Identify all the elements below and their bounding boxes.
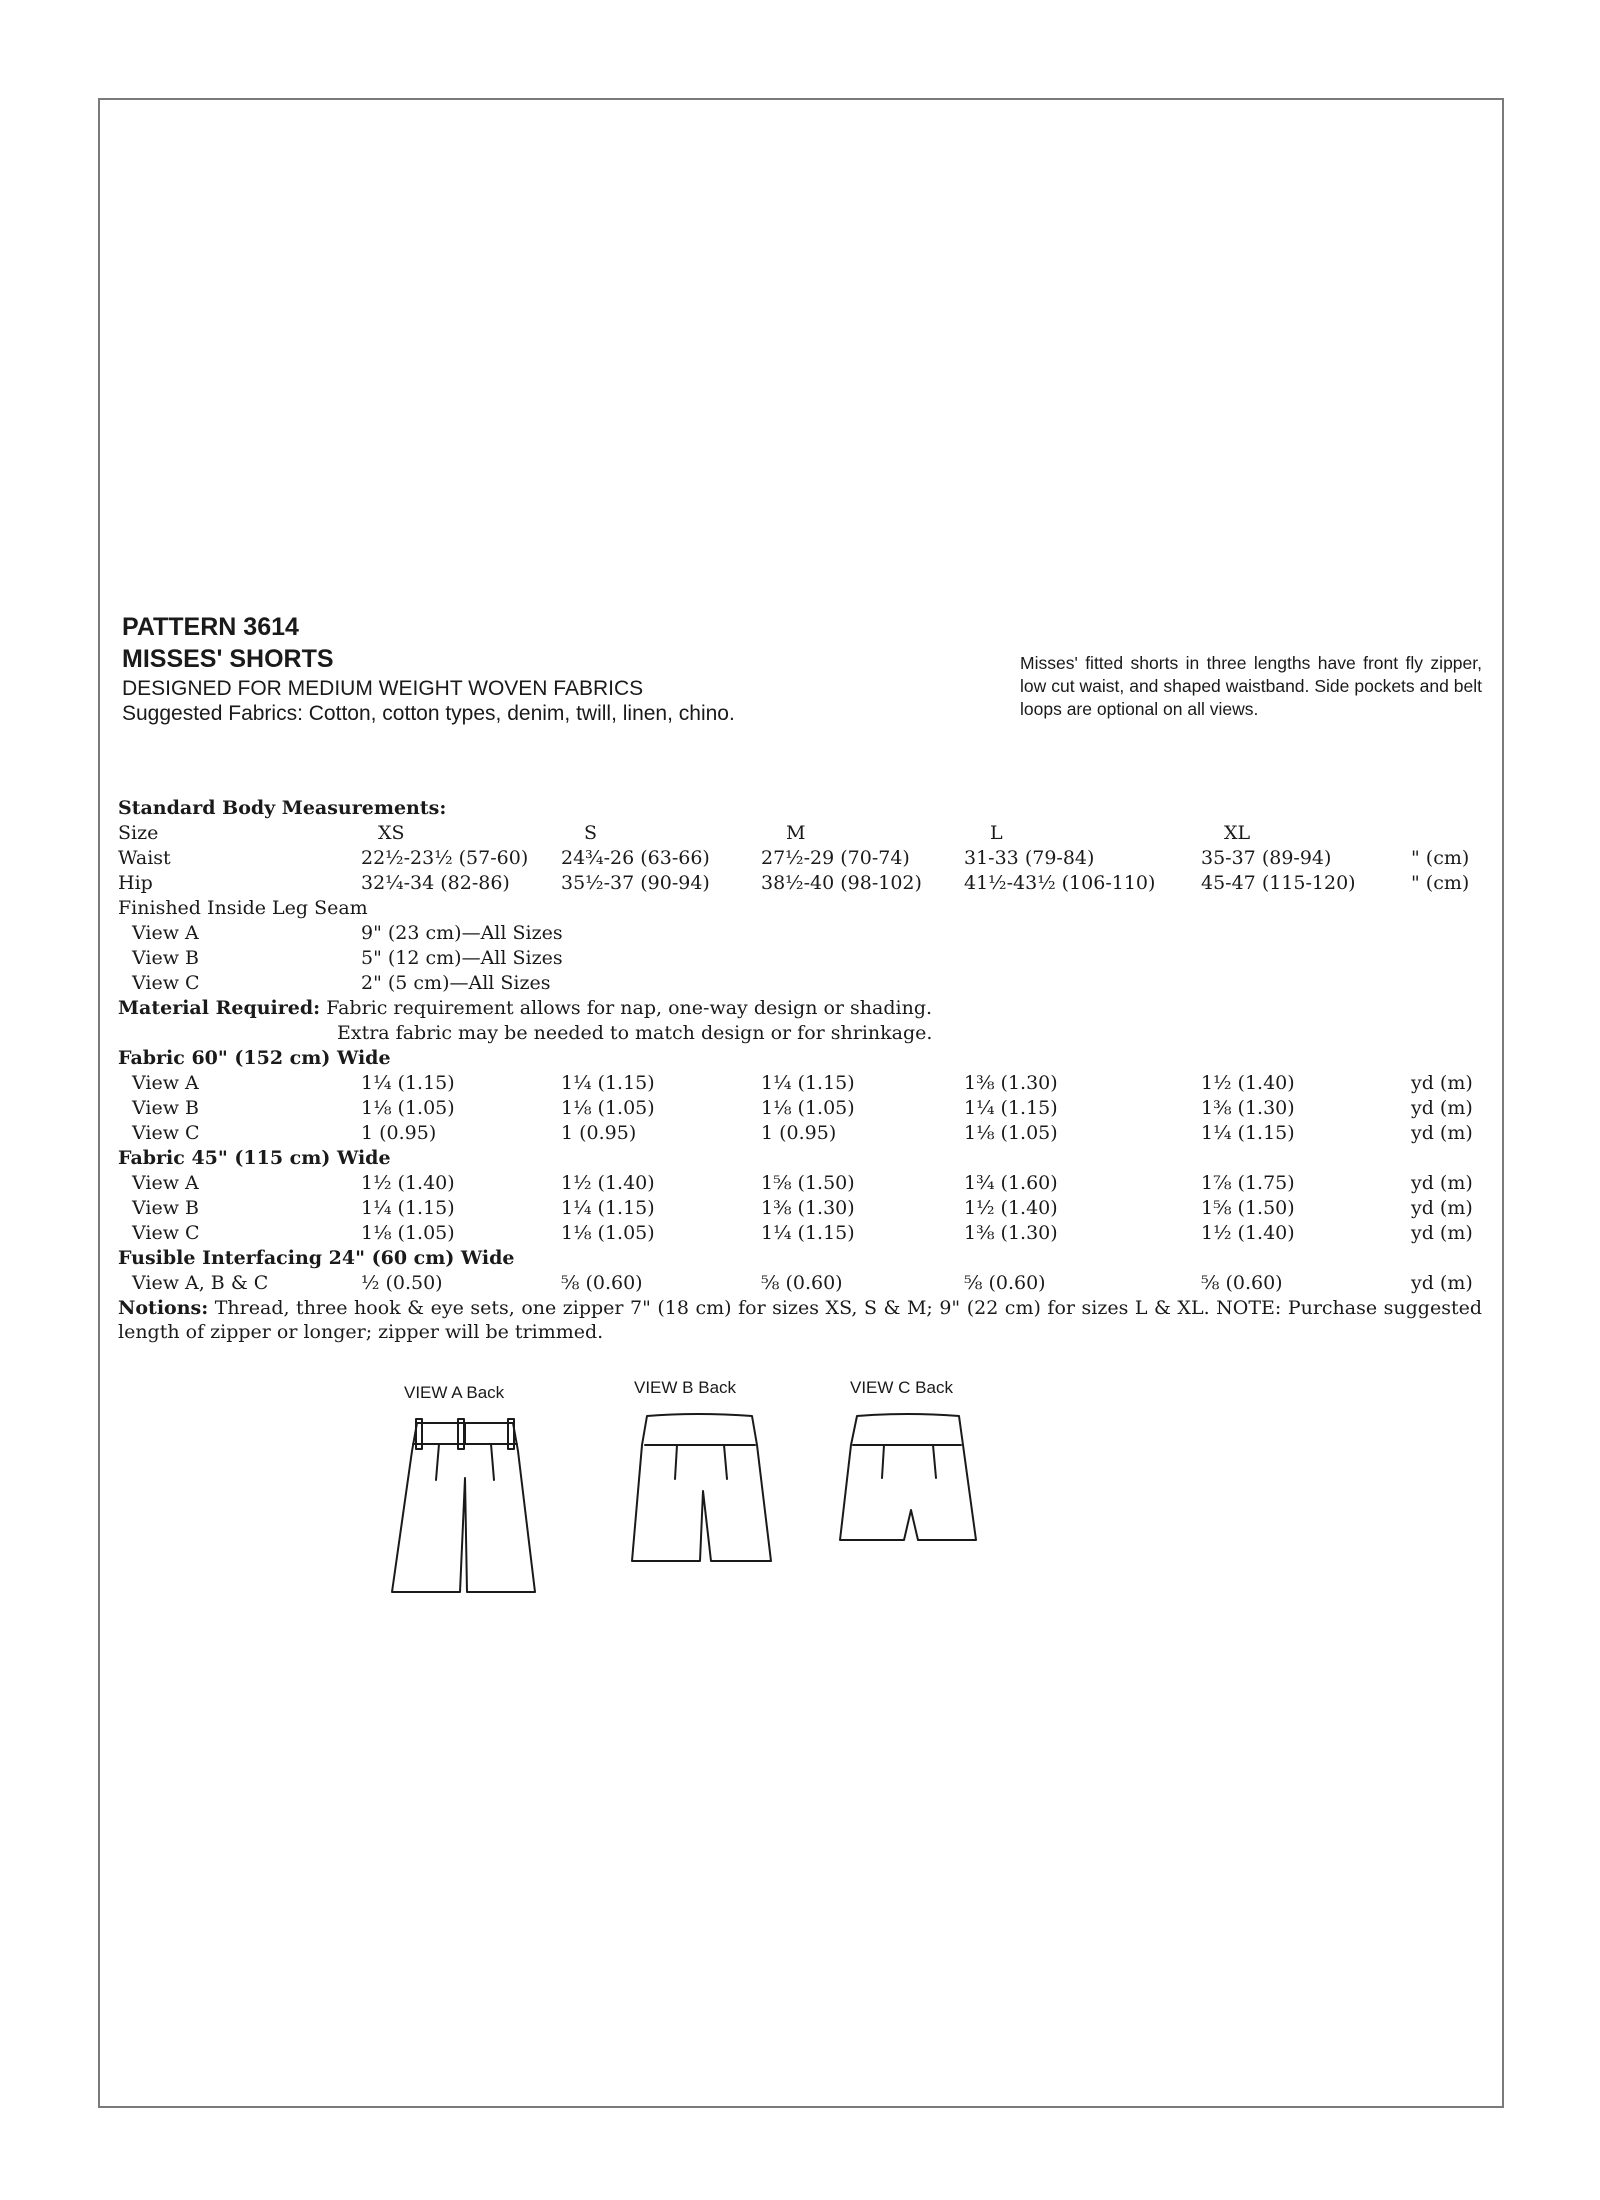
view-c-label: VIEW C Back: [850, 1378, 953, 1397]
size-header: L: [990, 822, 1003, 844]
view-label: View C: [132, 972, 200, 994]
pattern-title: MISSES' SHORTS: [122, 645, 334, 673]
waist-value: 35-37 (89-94): [1201, 847, 1332, 869]
yardage-value: ½ (0.50): [361, 1272, 443, 1294]
unit-label: yd (m): [1411, 1272, 1473, 1294]
waist-value: 24¾-26 (63-66): [561, 847, 710, 869]
view-b-back-illustration: [632, 1414, 771, 1561]
designed-for: DESIGNED FOR MEDIUM WEIGHT WOVEN FABRICS: [122, 677, 644, 700]
yardage-value: 1⅜ (1.30): [964, 1222, 1058, 1244]
yardage-value: 1¼ (1.15): [561, 1197, 655, 1219]
unit-label: yd (m): [1411, 1072, 1473, 1094]
hip-value: 32¼-34 (82-86): [361, 872, 510, 894]
yardage-value: 1¼ (1.15): [761, 1072, 855, 1094]
yardage-value: 1⅜ (1.30): [964, 1072, 1058, 1094]
yardage-value: 1½ (1.40): [1201, 1072, 1295, 1094]
material-text: Fabric requirement allows for nap, one-way design or shading.: [320, 997, 933, 1019]
view-label: View A: [132, 1172, 199, 1194]
yardage-value: 1⅛ (1.05): [964, 1122, 1058, 1144]
waist-value: 22½-23½ (57-60): [361, 847, 529, 869]
yardage-value: 1½ (1.40): [964, 1197, 1058, 1219]
size-header: M: [786, 822, 806, 844]
view-b-label: VIEW B Back: [634, 1378, 737, 1397]
size-label: Size: [118, 822, 159, 844]
yardage-value: 1 (0.95): [761, 1122, 837, 1144]
view-a-label: VIEW A Back: [404, 1383, 505, 1402]
unit-label: " (cm): [1411, 872, 1470, 894]
unit-label: yd (m): [1411, 1122, 1473, 1144]
leg-seam-heading: Finished Inside Leg Seam: [118, 897, 368, 919]
hip-value: 45-47 (115-120): [1201, 872, 1356, 894]
yardage-value: 1⅜ (1.30): [1201, 1097, 1295, 1119]
hip-value: 35½-37 (90-94): [561, 872, 710, 894]
yardage-value: 1⅛ (1.05): [361, 1097, 455, 1119]
pattern-number: PATTERN 3614: [122, 613, 299, 641]
yardage-value: 1¼ (1.15): [761, 1222, 855, 1244]
view-c-back-illustration: [840, 1414, 976, 1540]
unit-label: yd (m): [1411, 1097, 1473, 1119]
view-label: View C: [132, 1122, 200, 1144]
size-header: XS: [378, 822, 405, 844]
material-label: Material Required:: [118, 997, 321, 1019]
yardage-value: 1¼ (1.15): [964, 1097, 1058, 1119]
yardage-value: 1½ (1.40): [561, 1172, 655, 1194]
view-label: View B: [132, 1197, 199, 1219]
leg-seam-value: 9" (23 cm)—All Sizes: [361, 922, 563, 944]
size-header: S: [584, 822, 598, 844]
yardage-value: 1¼ (1.15): [561, 1072, 655, 1094]
yardage-value: 1⅞ (1.75): [1201, 1172, 1295, 1194]
yardage-value: 1¼ (1.15): [361, 1072, 455, 1094]
material-text-2: Extra fabric may be needed to match design or for shrinkage.: [337, 1022, 933, 1044]
yardage-value: ⅝ (0.60): [964, 1272, 1046, 1294]
waist-label: Waist: [118, 847, 171, 869]
notions-label: Notions:: [118, 1297, 209, 1319]
hip-value: 41½-43½ (106-110): [964, 872, 1156, 894]
hip-label: Hip: [118, 872, 153, 894]
yardage-value: ⅝ (0.60): [1201, 1272, 1283, 1294]
yardage-value: ⅝ (0.60): [761, 1272, 843, 1294]
hip-value: 38½-40 (98-102): [761, 872, 922, 894]
yardage-value: 1¼ (1.15): [1201, 1122, 1295, 1144]
waist-value: 31-33 (79-84): [964, 847, 1095, 869]
notions-text: Thread, three hook & eye sets, one zipper 7" (18 cm) for sizes XS, S & M; 9" (22 cm) for sizes L & XL. NOTE: Purchase suggested length of zipper or longer; zipper will be trimmed.: [118, 1297, 1482, 1343]
view-label: View B: [132, 947, 199, 969]
unit-label: yd (m): [1411, 1197, 1473, 1219]
view-label: View C: [132, 1222, 200, 1244]
yardage-value: 1⅛ (1.05): [361, 1222, 455, 1244]
interfacing-heading: Fusible Interfacing 24" (60 cm) Wide: [118, 1247, 515, 1269]
unit-label: yd (m): [1411, 1222, 1473, 1244]
yardage-value: 1½ (1.40): [1201, 1222, 1295, 1244]
waist-value: 27½-29 (70-74): [761, 847, 910, 869]
unit-label: " (cm): [1411, 847, 1470, 869]
size-header: XL: [1224, 822, 1251, 844]
yardage-value: 1⅝ (1.50): [761, 1172, 855, 1194]
yardage-value: 1⅜ (1.30): [761, 1197, 855, 1219]
view-label: View A: [132, 1072, 199, 1094]
yardage-value: 1⅛ (1.05): [561, 1097, 655, 1119]
yardage-value: 1¼ (1.15): [361, 1197, 455, 1219]
yardage-value: 1 (0.95): [561, 1122, 637, 1144]
view-a-back-illustration: [392, 1419, 535, 1592]
leg-seam-value: 2" (5 cm)—All Sizes: [361, 972, 551, 994]
view-label: View A: [132, 922, 199, 944]
measurements-heading: Standard Body Measurements:: [118, 797, 447, 819]
yardage-value: 1½ (1.40): [361, 1172, 455, 1194]
yardage-value: ⅝ (0.60): [561, 1272, 643, 1294]
yardage-value: 1⅛ (1.05): [761, 1097, 855, 1119]
view-label: View B: [132, 1097, 199, 1119]
yardage-value: 1 (0.95): [361, 1122, 437, 1144]
yardage-value: 1⅝ (1.50): [1201, 1197, 1295, 1219]
fabric60-heading: Fabric 60" (152 cm) Wide: [118, 1047, 391, 1069]
pattern-description: Misses' fitted shorts in three lengths have front fly zipper, low cut waist, and shaped waistband. Side pockets and belt loops are optional on all views.: [1020, 653, 1482, 719]
view-label: View A, B & C: [132, 1272, 269, 1294]
fabric45-heading: Fabric 45" (115 cm) Wide: [118, 1147, 391, 1169]
leg-seam-value: 5" (12 cm)—All Sizes: [361, 947, 563, 969]
suggested-fabrics: Suggested Fabrics: Cotton, cotton types, denim, twill, linen, chino.: [122, 702, 735, 725]
yardage-value: 1¾ (1.60): [964, 1172, 1058, 1194]
yardage-value: 1⅛ (1.05): [561, 1222, 655, 1244]
unit-label: yd (m): [1411, 1172, 1473, 1194]
